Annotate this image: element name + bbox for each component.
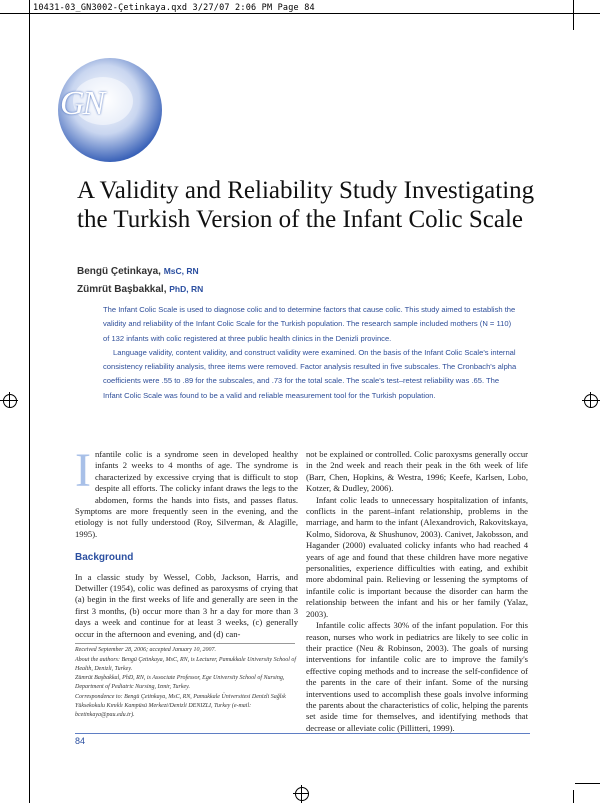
journal-logo-text: GN [60, 85, 104, 122]
second-author-note: Zümrüt Başbakkal, PhD, RN, is Associate Professor, Ege University School of Nursing, Department of Pediatric Nursing, Izmir, Turkey. [75, 675, 285, 691]
body-column-left [75, 444, 298, 640]
correspondence-note: Correspondence to: Bengü Çetinkaya, MsC, RN, Pamukkale Üniversitesi Denizli Sağlık Yüksekokulu Kınıklı Kampüsü Merkezi/Denizli DENIZLI, Turkey (e-mail: bcetinkaya@pau.edu.tr). [75, 693, 286, 718]
body-paragraph: Infant colic leads to unnecessary hospitalization of infants, conflicts in the parent–infant relationship, problems in the marriage, and harm to the infant (Alexandrovich, Rakovitskaya, Kolmo, Sidorova, & Shushunov, 2003). Canivet, Jakobsson, and Hagander (2000) evaluated colicky infants who had reached 4 years of age and found that these children have more negative personalities, experience difficulties with eating, and exhibit more abdominal pain. Relieving or lessening the symptoms of infantile colic is important because the disorder can harm the relationship between the infant and his or her family (Yalaz, 2003). [306, 494, 528, 619]
article-title: A Validity and Reliability Study Investigating the Turkish Version of the Infant Colic Scale [77, 177, 535, 233]
author-credentials: PhD, RN [169, 284, 204, 294]
crop-mark [575, 783, 600, 784]
about-authors-note: About the authors: Bengü Çetinkaya, MsC, RN, is Lecturer, Pamukkale University School of Health, Denizli, Turkey. [75, 656, 297, 672]
body-column-right [306, 449, 528, 734]
registration-mark [3, 394, 17, 408]
registration-mark [584, 394, 598, 408]
crop-mark [0, 13, 600, 14]
author-name: Zümrüt Başbakkal, [77, 284, 167, 295]
article-notes [75, 646, 300, 720]
registration-mark [295, 787, 309, 801]
crop-mark [573, 0, 574, 30]
author-2 [77, 284, 203, 295]
abstract [103, 303, 518, 403]
intro-text: nfantile colic is a syndrome seen in developed healthy infants 2 weeks to 4 months of age. The syndrome is characterized by excessive crying that is difficult to stop despite all efforts. The colicky infant draws the legs to the abdomen, forms the hands into fists, and passes flatus. Symptoms are more frequently seen in the evening, and the etiology is not fully understood (Roy, Silverman, & Alagille, 1995). [75, 449, 298, 539]
abstract-paragraph-1: The Infant Colic Scale is used to diagnose colic and to determine factors that cause colic. This study aimed to establish the validity and reliability of the Infant Colic Scale for the Turkish population. The research sample included mothers (N = 110) of 132 infants with colic registered at three public health clinics in the Denizli province. [103, 305, 516, 343]
author-credentials: MsC, RN [163, 266, 199, 276]
abstract-paragraph-2: Language validity, content validity, and construct validity were examined. On the basis of the Infant Colic Scale's internal consistency reliability analysis, three items were removed. Factor analysis resulted in five subscales. The Cronbach's alpha coefficients were .55 to .89 for the subscales, and .73 for the total scale. The scale's test–retest reliability was .65. The Infant Colic Scale was found to be a valid and reliable measurement tool for the Turkish population. [103, 347, 517, 400]
author-name: Bengü Çetinkaya, [77, 266, 161, 277]
body-paragraph: not be explained or controlled. Colic paroxysms generally occur in the 2nd week and reach their peak in the 6th week of life (Barr, Chen, Hopkins, & Westra, 1996; Keefe, Karlsen, Lobo, Kotzer, & Dudley, 2006). [306, 449, 528, 494]
body-paragraph: Infantile colic affects 30% of the infant population. For this reason, nurses who work in pediatrics are likely to see colic in their practice (Neu & Robinson, 2003). The goals of nursing interventions for infantile colic are to improve the family's effective coping methods and to increase the self-confidence of the parents in the care of their infant. Some of the nursing interventions used to accomplish these goals involve informing the parents about the characteristics of colic, helping the parents set aside time for themselves, and identifying methods that decrease or alleviate colic (Pillitteri, 1999). [306, 620, 528, 733]
background-paragraph: In a classic study by Wessel, Cobb, Jackson, Harris, and Detwiller (1954), colic was defined as paroxysms of crying that (a) begin in the first weeks of life and generally are seen in the first 3 months, (b) occur more than 3 hr a day for more than 3 days a week and continue for at least 3 weeks, (c) generally occur in the afternoon and evening, and (d) can- [75, 571, 298, 639]
footnote-divider [75, 643, 295, 644]
section-heading-background: Background [75, 552, 134, 564]
crop-mark [29, 0, 30, 803]
received-note: Received September 28, 2006; accepted January 10, 2007. [75, 647, 216, 653]
drop-cap: I [75, 444, 91, 497]
footer-rule [75, 733, 530, 734]
printer-slug: 10431-03_GN3002-Çetinkaya.qxd 3/27/07 2:06 PM Page 84 [33, 3, 315, 13]
page-number: 84 [75, 736, 86, 746]
author-1 [77, 266, 199, 277]
intro-paragraph [75, 444, 298, 540]
crop-mark [573, 790, 574, 803]
